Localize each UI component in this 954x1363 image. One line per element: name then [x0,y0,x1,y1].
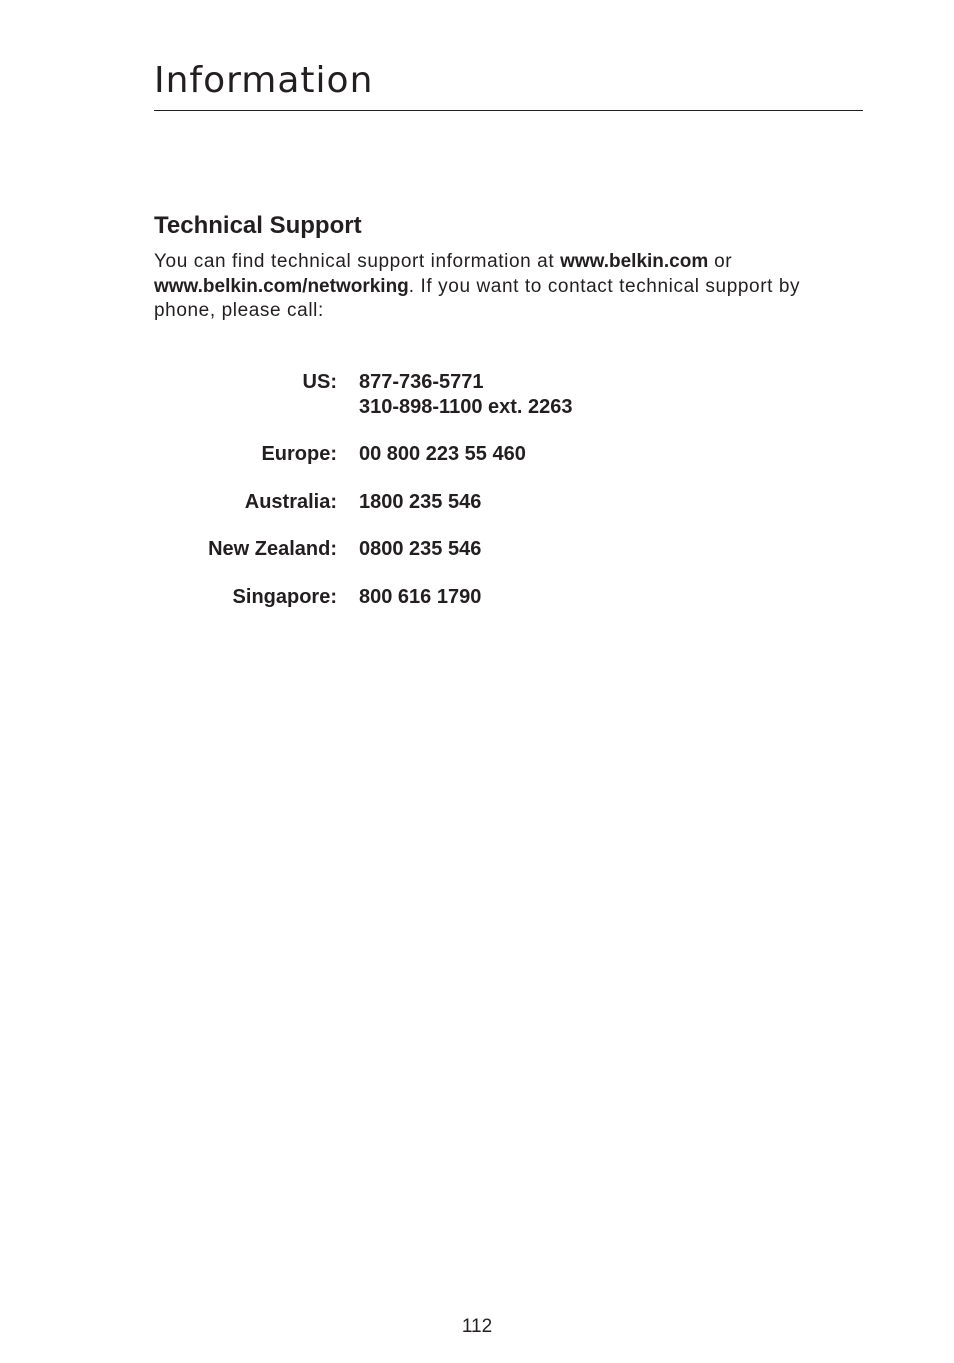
region-label: Singapore: [232,585,337,608]
intro-text-2: or [708,251,733,272]
phone-number: 310-898-1100 ext. 2263 [359,395,573,418]
section-heading: Technical Support [154,212,362,239]
phone-number: 00 800 223 55 460 [359,443,526,465]
page-header [154,58,863,104]
intro-text-3: . If you want to contact technical support by phone, please call: [154,275,801,322]
region-label: Australia: [244,490,337,513]
support-phone-list [154,370,654,632]
region-label: Europe: [261,443,337,465]
phone-numbers [359,442,526,467]
page-title: Information [154,60,374,101]
belkin-networking-link[interactable]: www.belkin.com/networking [154,275,409,297]
phone-number: 0800 235 546 [359,538,482,560]
header-divider [154,110,863,111]
belkin-website-link[interactable]: www.belkin.com [560,251,709,272]
phone-number: 1800 235 546 [359,490,482,513]
contact-row-europe [154,442,654,467]
intro-paragraph [154,250,866,324]
phone-number: 800 616 1790 [359,585,482,608]
region-label: New Zealand: [208,538,337,560]
contact-row-us [154,370,654,419]
contact-row-new-zealand [154,537,654,562]
contact-row-australia [154,490,654,515]
page-number: 112 [461,1316,493,1337]
phone-numbers [359,585,481,610]
contact-row-singapore [154,585,654,610]
phone-numbers [359,370,573,419]
phone-numbers [359,490,481,515]
intro-text-1: You can find technical support information at [154,251,561,272]
phone-numbers [359,537,481,562]
phone-number: 877-736-5771 [359,371,484,393]
region-label: US: [302,371,337,393]
